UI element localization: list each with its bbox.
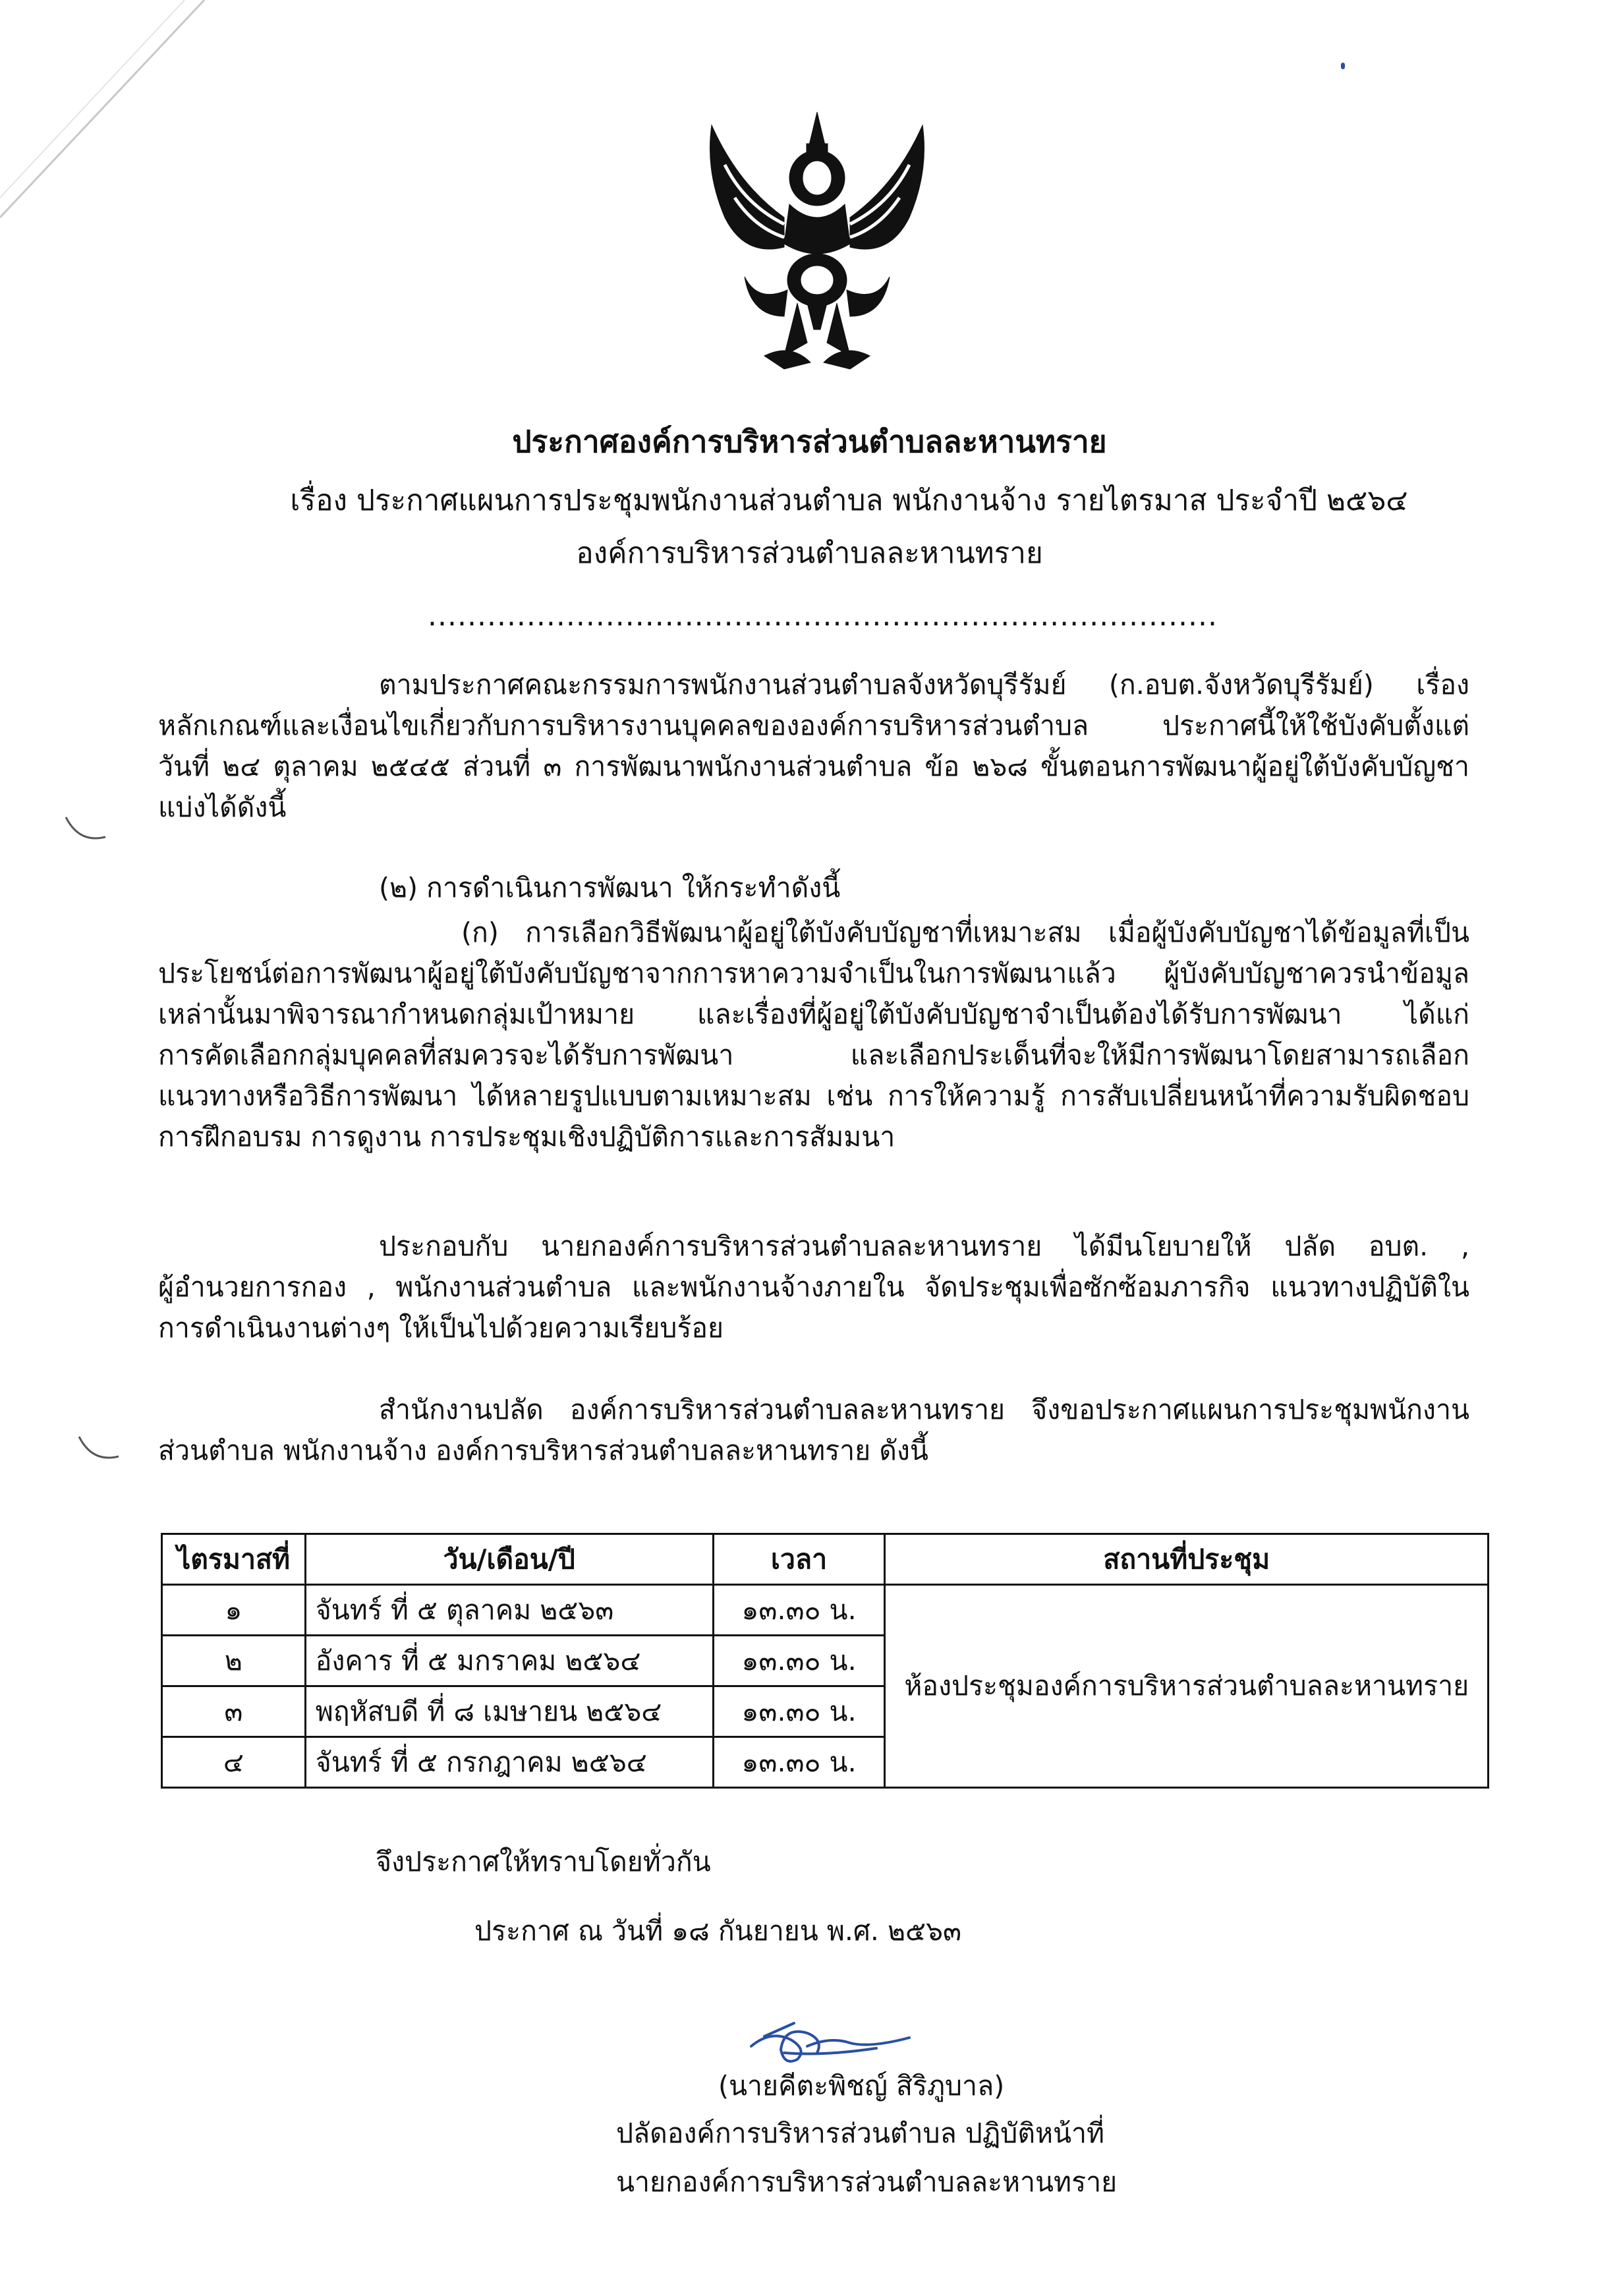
column-header-venue: สถานที่ประชุม xyxy=(885,1534,1489,1585)
text-line: หลักเกณฑ์และเงื่อนไขเกี่ยวกับการบริหารงานบุคคลขององค์การบริหารส่วนตำบล ประกาศนี้ให้ใช้บังคับตั้งแต่ xyxy=(158,710,1469,741)
signatory-name: (นายคีตะพิชญ์ สิริภูบาล) xyxy=(718,2070,1005,2102)
text-line: แบ่งได้ดังนี้ xyxy=(158,791,287,823)
dotted-separator: ................................................................................ xyxy=(428,599,1218,633)
text-line: การฝึกอบรม การดูงาน การประชุมเชิงปฏิบัติการและการสัมมนา xyxy=(158,1121,895,1153)
text-line: การดำเนินงานต่างๆ ให้เป็นไปด้วยความเรียบร้อย xyxy=(158,1312,724,1344)
text-line: ประโยชน์ต่อการพัฒนาผู้อยู่ใต้บังคับบัญชาจากการหาความจำเป็นในการพัฒนาแล้ว ผู้บังคับบัญชาควรนำข้อมูล xyxy=(158,958,1469,989)
paragraph-development-method xyxy=(158,912,1469,1157)
text-line: เหล่านั้นมาพิจารณากำหนดกลุ่มเป้าหมาย และเรื่องที่ผู้อยู่ใต้บังคับบัญชาจำเป็นต้องได้รับการพัฒนา ได้แก่ xyxy=(158,998,1469,1030)
paragraph-policy xyxy=(158,1226,1469,1348)
column-header-date: วัน/เดือน/ปี xyxy=(305,1534,713,1585)
closing-notice: จึงประกาศให้ทราบโดยทั่วกัน xyxy=(376,1846,711,1878)
text-line: (๒) การดำเนินการพัฒนา ให้กระทำดังนี้ xyxy=(379,872,841,904)
text-line: วันที่ ๒๔ ตุลาคม ๒๕๔๕ ส่วนที่ ๓ การพัฒนาพนักงานส่วนตำบล ข้อ ๒๖๘ ขั้นตอนการพัฒนาผู้อยู่ใต้บังคับบัญชา xyxy=(158,751,1469,782)
table-row xyxy=(162,1585,1489,1636)
announcing-organization: องค์การบริหารส่วนตำบลละหานทราย xyxy=(576,536,1043,570)
ink-speck xyxy=(1341,63,1345,69)
text-line: ส่วนตำบล พนักงานจ้าง องค์การบริหารส่วนตำบลละหานทราย ดังนี้ xyxy=(158,1435,928,1466)
quarter-cell: ๑ xyxy=(162,1585,306,1636)
text-line: สำนักงานปลัด องค์การบริหารส่วนตำบลละหานทราย จึงขอประกาศแผนการประชุมพนักงาน xyxy=(379,1394,1469,1425)
garuda-emblem-icon xyxy=(685,105,949,382)
date-cell: จันทร์ ที่ ๕ กรกฎาคม ๒๕๖๔ xyxy=(305,1737,713,1788)
column-header-time: เวลา xyxy=(713,1534,885,1585)
punch-hole-mark xyxy=(72,1430,125,1470)
text-line: แนวทางหรือวิธีการพัฒนา ได้หลายรูปแบบตามเหมาะสม เช่น การให้ความรู้ การสับเปลี่ยนหน้าที่ความรับผิดชอบ xyxy=(158,1080,1469,1112)
column-header-quarter: ไตรมาสที่ xyxy=(162,1534,306,1585)
signatory-acting-position: นายกองค์การบริหารส่วนตำบลละหานทราย xyxy=(616,2166,1118,2198)
paragraph-meeting-plan-intro xyxy=(158,1389,1469,1471)
time-cell: ๑๓.๓๐ น. xyxy=(713,1737,885,1788)
announcement-title: ประกาศองค์การบริหารส่วนตำบลละหานทราย xyxy=(512,424,1107,459)
time-cell: ๑๓.๓๐ น. xyxy=(713,1585,885,1636)
text-line: ผู้อำนวยการกอง , พนักงานส่วนตำบล และพนักงานจ้างภายใน จัดประชุมเพื่อซักซ้อมภารกิจ แนวทางปฏิบัติใน xyxy=(158,1271,1469,1303)
text-line: ตามประกาศคณะกรรมการพนักงานส่วนตำบลจังหวัดบุรีรัมย์ (ก.อบต.จังหวัดบุรีรัมย์) เรื่อง xyxy=(379,669,1469,701)
announcement-subject: เรื่อง ประกาศแผนการประชุมพนักงานส่วนตำบล พนักงานจ้าง รายไตรมาส ประจำปี ๒๕๖๔ xyxy=(290,484,1408,517)
quarter-cell: ๓ xyxy=(162,1686,306,1737)
venue-cell: ห้องประชุมองค์การบริหารส่วนตำบลละหานทราย xyxy=(885,1585,1489,1788)
date-cell: พฤหัสบดี ที่ ๘ เมษายน ๒๕๖๔ xyxy=(305,1686,713,1737)
date-cell: จันทร์ ที่ ๕ ตุลาคม ๒๕๖๓ xyxy=(305,1585,713,1636)
meeting-schedule-table xyxy=(161,1533,1489,1789)
text-line: (ก) การเลือกวิธีพัฒนาผู้อยู่ใต้บังคับบัญชาที่เหมาะสม เมื่อผู้บังคับบัญชาได้ข้อมูลที่เป็น xyxy=(461,917,1469,948)
text-line: ประกอบกับ นายกองค์การบริหารส่วนตำบลละหานทราย ได้มีนโยบายให้ ปลัด อบต. , xyxy=(379,1230,1469,1262)
table-header-row xyxy=(162,1534,1489,1585)
handwritten-signature xyxy=(745,2010,916,2069)
date-cell: อังคาร ที่ ๕ มกราคม ๒๕๖๔ xyxy=(305,1636,713,1686)
quarter-cell: ๒ xyxy=(162,1636,306,1686)
time-cell: ๑๓.๓๐ น. xyxy=(713,1686,885,1737)
announcement-date: ประกาศ ณ วันที่ ๑๘ กันยายน พ.ศ. ๒๕๖๓ xyxy=(474,1915,962,1947)
paragraph-development-step xyxy=(158,867,1469,908)
time-cell: ๑๓.๓๐ น. xyxy=(713,1636,885,1686)
quarter-cell: ๔ xyxy=(162,1737,306,1788)
text-line: การคัดเลือกกลุ่มบุคคลที่สมควรจะได้รับการพัฒนา และเลือกประเด็นที่จะให้มีการพัฒนาโดยสามารถเลือก xyxy=(158,1039,1469,1071)
paragraph-regulation-reference xyxy=(158,664,1469,828)
punch-hole-mark xyxy=(59,811,112,850)
signatory-position: ปลัดองค์การบริหารส่วนตำบล ปฏิบัติหน้าที่ xyxy=(616,2117,1105,2149)
